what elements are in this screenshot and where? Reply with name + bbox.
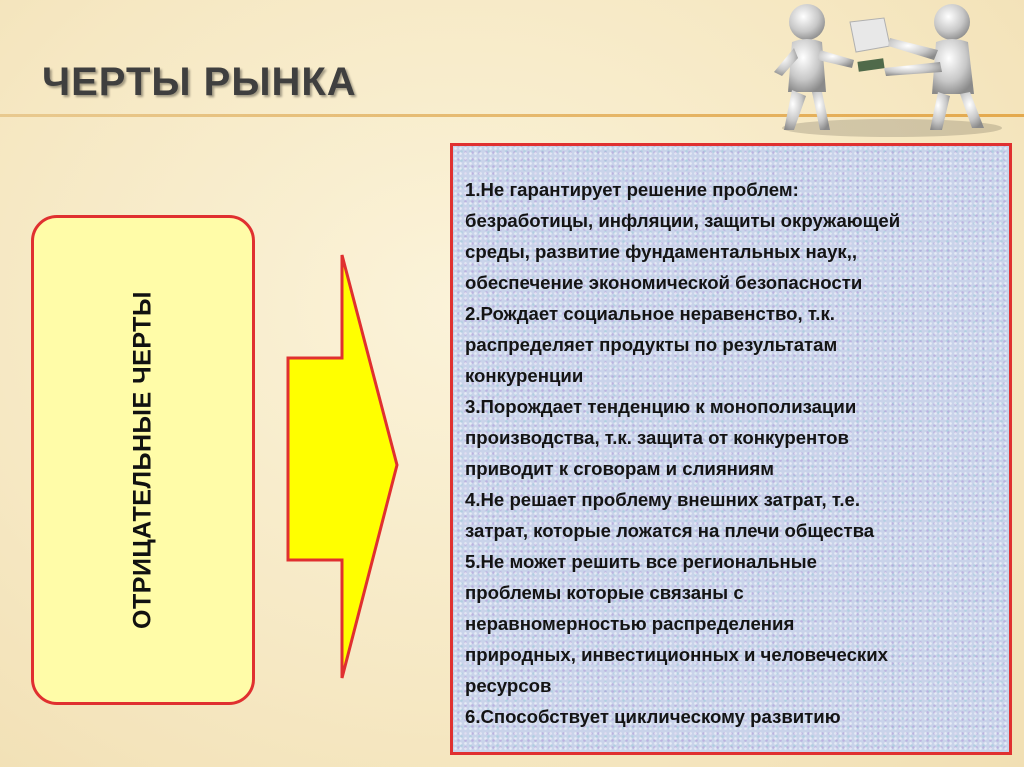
vertical-label: ОТРИЦАТЕЛЬНЫЕ ЧЕРТЫ [128, 291, 157, 629]
list-line: затрат, которые ложатся на плечи общества [465, 520, 875, 541]
list-line: безработицы, инфляции, защиты окружающей [465, 210, 901, 231]
list-line: 1.Не гарантирует решение проблем: [465, 179, 799, 200]
slide-title: ЧЕРТЫ РЫНКА [42, 60, 357, 104]
list-line: неравномерностью распределения [465, 613, 795, 634]
list-line: 2.Рождает социальное неравенство, т.к. [465, 303, 835, 324]
negative-features-label-box [31, 215, 255, 705]
list-line: конкуренции [465, 365, 584, 386]
list-line: природных, инвестиционных и человеческих [465, 644, 888, 665]
two-figures-exchange-icon [762, 0, 1024, 140]
negative-features-list [450, 143, 1012, 755]
list-line: проблемы которые связаны с [465, 582, 744, 603]
list-line: среды, развитие фундаментальных наук,, [465, 241, 858, 262]
right-arrow-icon [280, 240, 405, 690]
list-line: производства, т.к. защита от конкурентов [465, 427, 849, 448]
list-line: 6.Способствует циклическому развитию [465, 706, 841, 727]
list-line: распределяет продукты по результатам [465, 334, 838, 355]
list-line: 5.Не может решить все региональные [465, 551, 818, 572]
list-line: обеспечение экономической безопасности [465, 272, 863, 293]
list-line: 4.Не решает проблему внешних затрат, т.е. [465, 489, 860, 510]
list-line: ресурсов [465, 675, 552, 696]
list-line: 3.Порождает тенденцию к монополизации [465, 396, 857, 417]
list-line: приводит к сговорам и слияниям [465, 458, 774, 479]
